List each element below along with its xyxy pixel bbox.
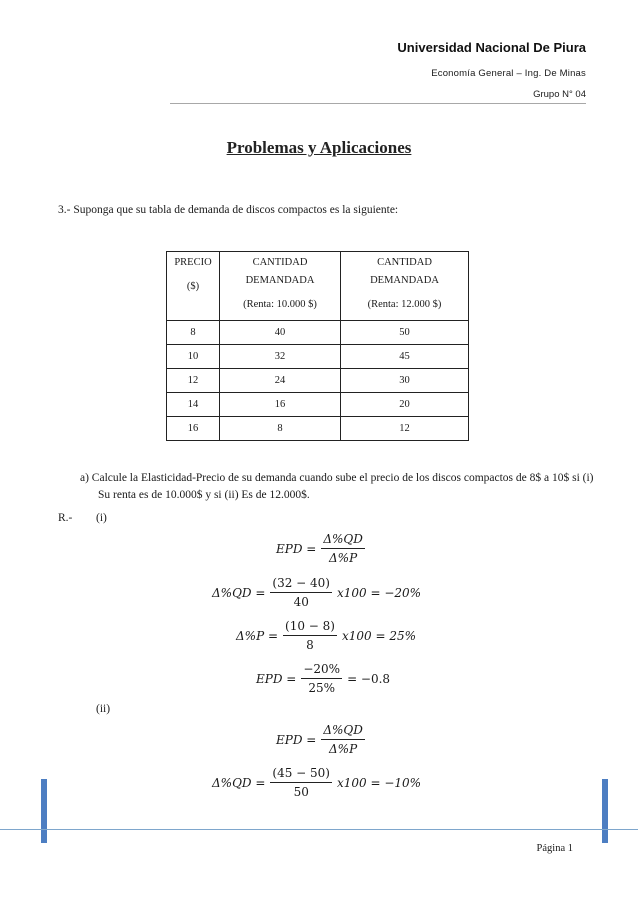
eq-lhs: Δ%QD = bbox=[212, 585, 266, 600]
header-line: ($) bbox=[186, 281, 200, 292]
eq-denominator: 50 bbox=[293, 785, 309, 799]
eq-numerator: −20% bbox=[301, 662, 342, 679]
eq-fraction bbox=[283, 619, 337, 652]
table-row bbox=[167, 369, 469, 393]
table-cell: 8 bbox=[220, 417, 341, 441]
table-cell: 14 bbox=[167, 393, 220, 417]
equation-epd bbox=[276, 532, 370, 565]
eq-rhs: x100 = −10% bbox=[337, 775, 422, 790]
table-cell: 50 bbox=[341, 321, 469, 345]
demand-table bbox=[166, 251, 469, 441]
eq-numerator: Δ%QD bbox=[321, 532, 365, 549]
eq-lhs: EPD = bbox=[276, 541, 317, 556]
header-divider bbox=[170, 103, 586, 104]
eq-lhs: EPD = bbox=[256, 671, 297, 686]
eq-fraction bbox=[270, 576, 332, 609]
header-course: Economía General – Ing. De Minas bbox=[431, 68, 586, 79]
eq-numerator: (32 − 40) bbox=[270, 576, 332, 593]
header-university: Universidad Nacional De Piura bbox=[397, 40, 586, 55]
part-ii-label: (ii) bbox=[96, 703, 111, 715]
eq-lhs: Δ%P = bbox=[236, 628, 279, 643]
table-row bbox=[167, 321, 469, 345]
eq-denominator: 8 bbox=[306, 638, 314, 652]
item-a-text: a) Calcule la Elasticidad-Precio de su demanda cuando sube el precio de los discos compactos de 8$ a 10$ si (i) Su renta es de 10.000$ y si (ii) Es de 12.000$. bbox=[80, 472, 594, 501]
table-cell: 20 bbox=[341, 393, 469, 417]
eq-rhs: x100 = −20% bbox=[337, 585, 422, 600]
header-line: CANTIDAD bbox=[252, 257, 308, 268]
header-group: Grupo N° 04 bbox=[533, 89, 586, 100]
table-row bbox=[167, 345, 469, 369]
eq-numerator: (45 − 50) bbox=[270, 766, 332, 783]
equation-epd-result bbox=[256, 662, 390, 695]
eq-denominator: 40 bbox=[293, 595, 309, 609]
eq-numerator: Δ%QD bbox=[321, 723, 365, 740]
table-cell: 30 bbox=[341, 369, 469, 393]
table-row bbox=[167, 393, 469, 417]
equation-qd-i bbox=[212, 576, 421, 609]
eq-fraction bbox=[321, 532, 365, 565]
footer-divider bbox=[0, 829, 638, 830]
table-cell: 12 bbox=[341, 417, 469, 441]
eq-fraction bbox=[321, 723, 365, 756]
eq-lhs: Δ%QD = bbox=[212, 775, 266, 790]
page-number: Página 1 bbox=[536, 843, 573, 854]
eq-denominator: Δ%P bbox=[329, 551, 358, 565]
table-row bbox=[167, 417, 469, 441]
header-line: DEMANDADA bbox=[370, 275, 439, 286]
eq-rhs: = −0.8 bbox=[347, 671, 391, 686]
header-line: (Renta: 10.000 $) bbox=[243, 299, 317, 310]
equation-epd-ii bbox=[276, 723, 370, 756]
table-cell: 45 bbox=[341, 345, 469, 369]
table-cell: 16 bbox=[167, 417, 220, 441]
header-line: PRECIO bbox=[174, 257, 212, 268]
header-line: CANTIDAD bbox=[377, 257, 432, 268]
header-cell-qty-12000 bbox=[341, 252, 469, 321]
footer-accent-bar-right bbox=[602, 779, 608, 843]
table-cell: 8 bbox=[167, 321, 220, 345]
table-header-row bbox=[167, 252, 469, 321]
question-text: 3.- Suponga que su tabla de demanda de discos compactos es la siguiente: bbox=[58, 204, 399, 216]
table-cell: 16 bbox=[220, 393, 341, 417]
equation-qd-ii bbox=[212, 766, 421, 799]
section-title: Problemas y Aplicaciones bbox=[226, 138, 412, 157]
eq-denominator: 25% bbox=[308, 681, 336, 695]
table-cell: 32 bbox=[220, 345, 341, 369]
footer-accent-bar-left bbox=[41, 779, 47, 843]
eq-fraction bbox=[301, 662, 342, 695]
eq-denominator: Δ%P bbox=[329, 742, 358, 756]
table-cell: 10 bbox=[167, 345, 220, 369]
eq-fraction bbox=[270, 766, 332, 799]
header-line: DEMANDADA bbox=[245, 275, 315, 286]
table-cell: 24 bbox=[220, 369, 341, 393]
part-i-label: (i) bbox=[96, 512, 107, 524]
eq-lhs: EPD = bbox=[276, 732, 317, 747]
equation-p-i bbox=[236, 619, 416, 652]
table-cell: 12 bbox=[167, 369, 220, 393]
header-cell-price bbox=[167, 252, 220, 321]
header-line: (Renta: 12.000 $) bbox=[367, 299, 442, 310]
eq-rhs: x100 = 25% bbox=[341, 628, 416, 643]
answer-label: R.- bbox=[58, 512, 73, 524]
table-cell: 40 bbox=[220, 321, 341, 345]
eq-numerator: (10 − 8) bbox=[283, 619, 337, 636]
header-cell-qty-10000 bbox=[220, 252, 341, 321]
